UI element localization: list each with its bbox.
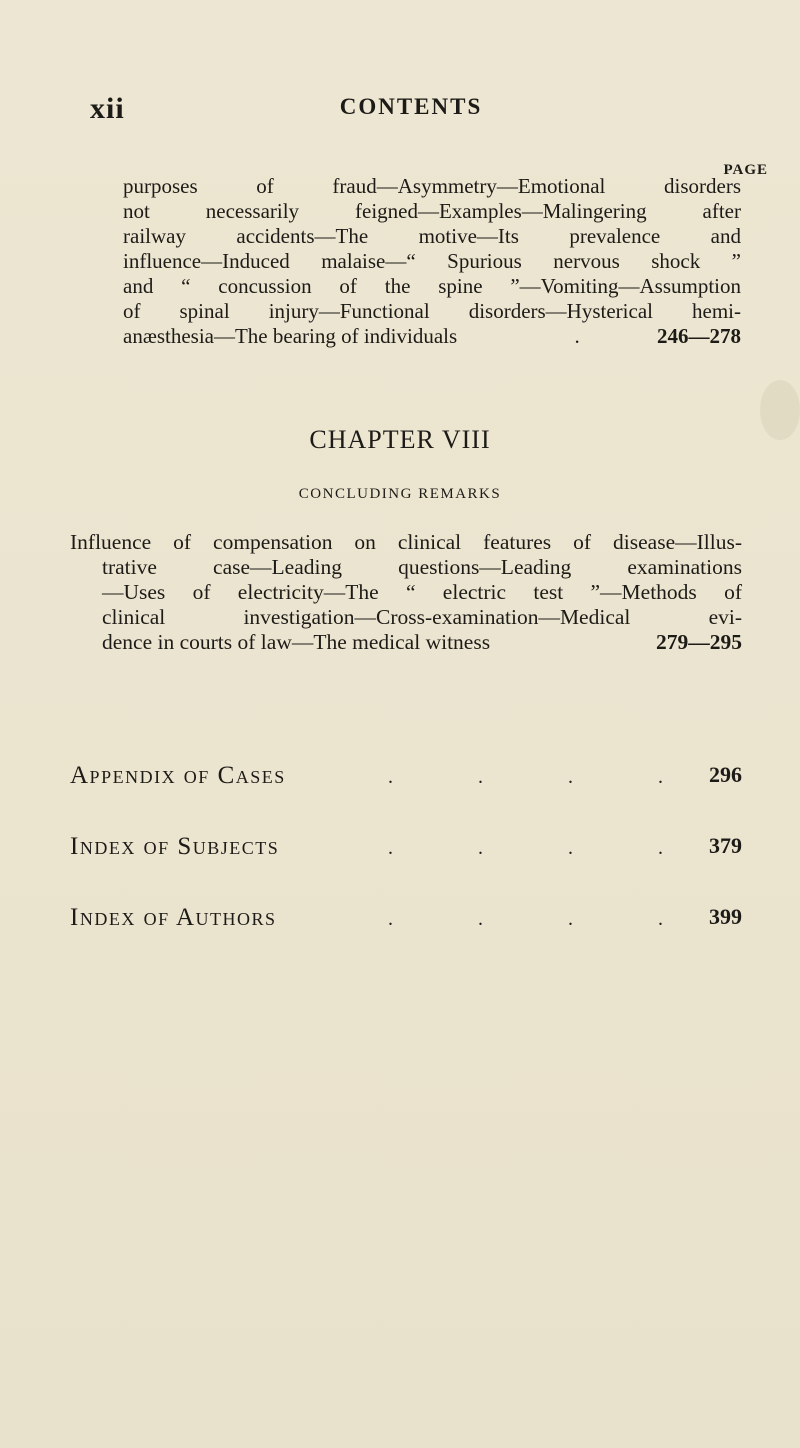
summary-line: clinical investigation—Cross-examination—Medical evi- xyxy=(102,605,742,629)
summary-line: purposes of fraud—Asymmetry—Emotional disorders xyxy=(123,174,741,198)
page-folio: xii xyxy=(90,92,125,125)
summary-line: railway accidents—The motive—Its prevalence and xyxy=(123,224,741,248)
summary-line: influence—Induced malaise—“ Spurious nervous shock ” xyxy=(123,249,741,273)
toc-entry-index-authors[interactable] xyxy=(70,904,742,938)
summary-line: —Uses of electricity—The “ electric test ”—Methods of xyxy=(102,580,742,604)
summary-line: trative case—Leading questions—Leading examinations xyxy=(102,555,742,579)
summary-last-line xyxy=(70,630,742,655)
running-head xyxy=(90,92,732,132)
toc-entry-appendix[interactable] xyxy=(70,762,742,796)
toc-entry-label: Appendix of Cases xyxy=(70,762,286,789)
leader-dots: . . . . xyxy=(388,766,703,788)
summary-line: dence in courts of law—The medical witness xyxy=(102,630,491,654)
leader-dots: . . . . xyxy=(388,908,703,930)
summary-line: anæsthesia—The bearing of individuals xyxy=(123,324,458,348)
summary-line: not necessarily feigned—Examples—Malingering after xyxy=(123,199,741,223)
page-title: CONTENTS xyxy=(339,94,483,119)
chapter-heading: CHAPTER VIII xyxy=(309,425,491,454)
toc-entry-page: 379 xyxy=(709,833,742,858)
toc-entry-page: 296 xyxy=(709,762,742,787)
summary-line: Influence of compensation on clinical features of disease—Illus- xyxy=(70,530,742,554)
page-range: 246—278 xyxy=(657,324,741,348)
toc-entry-label: Index of Authors xyxy=(70,904,277,931)
chapter-viii-summary xyxy=(70,530,742,655)
toc-entry-page: 399 xyxy=(709,904,742,929)
summary-line: and “ concussion of the spine ”—Vomiting—Assumption xyxy=(123,274,741,298)
toc-entry-index-subjects[interactable] xyxy=(70,833,742,867)
chapter-vii-summary xyxy=(123,174,741,349)
leader-dot: . xyxy=(574,324,580,348)
leader-dots: . . . . xyxy=(388,837,703,859)
summary-last-line xyxy=(123,324,741,349)
page-column-label: PAGE xyxy=(723,162,768,178)
chapter-subheading: CONCLUDING REMARKS xyxy=(298,486,502,502)
page-range: 279—295 xyxy=(656,630,742,654)
toc-entry-label: Index of Subjects xyxy=(70,833,280,860)
summary-line: of spinal injury—Functional disorders—Hysterical hemi- xyxy=(123,299,741,323)
